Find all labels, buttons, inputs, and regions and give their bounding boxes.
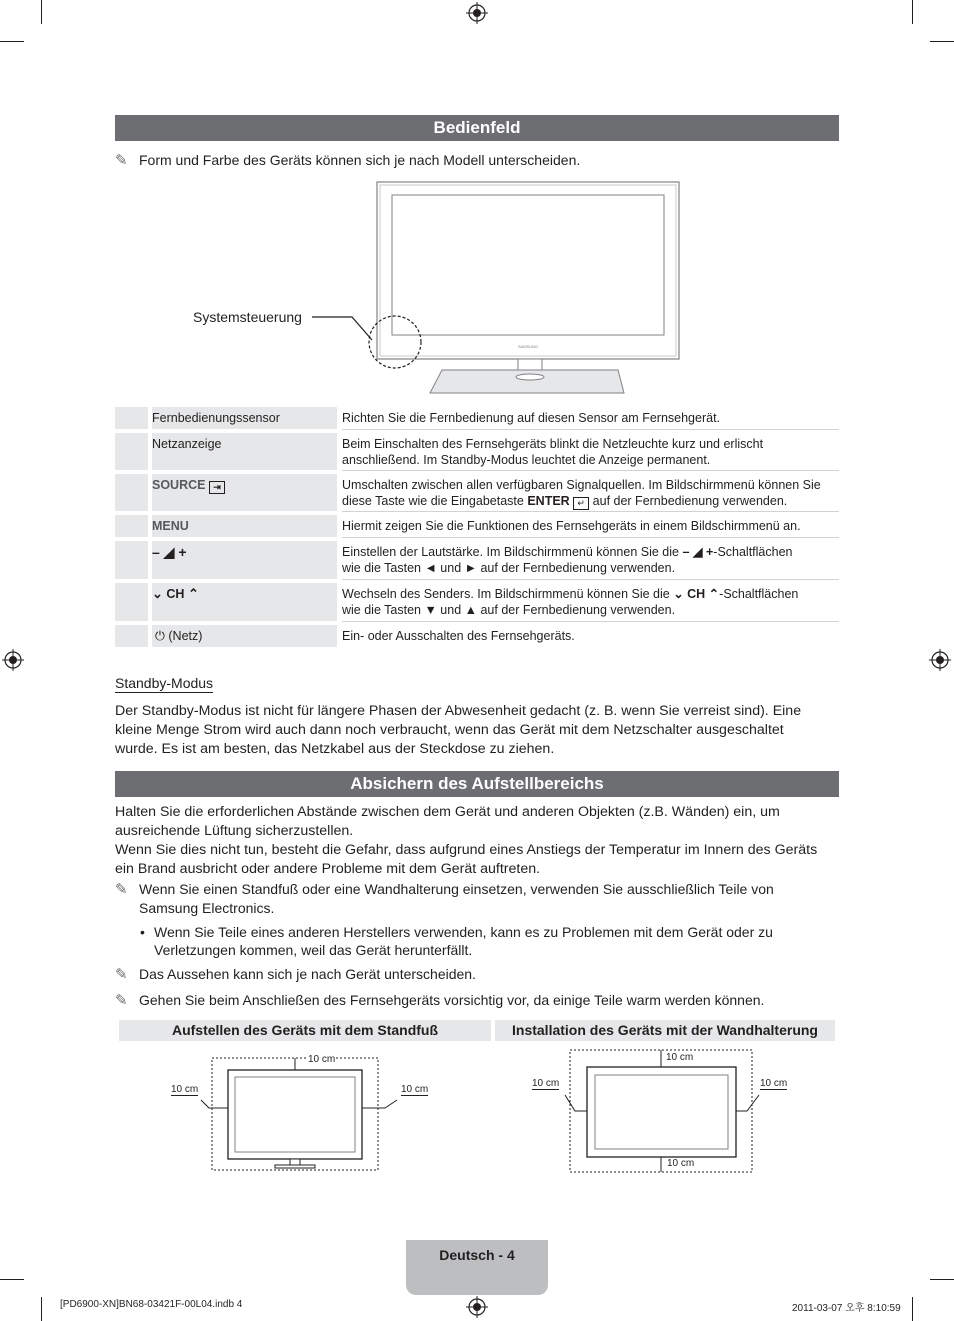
control-row: SOURCE ⇥ Umschalten zwischen allen verfügbaren Signalquellen. Im Bildschirmmenü können Sie diese Taste wie die Eingabetaste ENTER ↵ auf der Fernbedienung verwenden. bbox=[115, 474, 839, 511]
wall-clearance-diagram bbox=[525, 1045, 805, 1175]
section-title-aufstellbereich: Absichern des Aufstellbereichs bbox=[115, 771, 839, 797]
note-aussehen: ✎ Das Aussehen kann sich je nach Gerät unterscheiden. bbox=[115, 966, 476, 983]
distance-label-top: 10 cm bbox=[308, 1054, 336, 1065]
bullet-item: • Wenn Sie Teile eines anderen Herstellers verwenden, kann es zu Problemen mit dem Gerät oder zu Verletzungen kommen, weil das Gerät herunterfällt. bbox=[140, 924, 773, 958]
chevron-down-icon: ⌄ bbox=[152, 586, 163, 601]
control-row: ⌄ CH ⌃ Wechseln des Senders. Im Bildschirmmenü können Sie die ⌄ CH ⌃-Schaltflächen wie die Tasten ▼ und ▲ auf der Fernbedienung verwenden. bbox=[115, 583, 839, 621]
note-form-farbe: ✎ Form und Farbe des Geräts können sich je nach Modell unterscheiden. bbox=[115, 152, 581, 169]
control-row: – ◢ + Einstellen der Lautstärke. Im Bildschirmmenü können Sie die – ◢ +-Schaltflächen wie die Tasten ◄ und ► auf der Fernbedienung verwenden. bbox=[115, 541, 839, 579]
registration-mark-icon bbox=[466, 1296, 488, 1318]
standby-text: Der Standby-Modus ist nicht für längere Phasen der Abwesenheit gedacht (z. B. wenn Sie verreist sind). Eine kleine Menge Strom wird auch dann noch verbraucht, wenn das Gerät mit dem Netzschalter ausgeschaltet wurde. Es ist am besten, das Netzkabel aus der Steckdose zu ziehen. bbox=[115, 703, 802, 757]
subheader-wandhalterung: Installation des Geräts mit der Wandhalterung bbox=[495, 1020, 835, 1041]
pencil-icon: ✎ bbox=[115, 966, 128, 983]
footer-date: 2011-03-07 오후 8:10:59 bbox=[792, 1303, 901, 1314]
control-row: ⏻ (Netz) Ein- oder Ausschalten des Fernsehgeräts. bbox=[115, 625, 839, 647]
distance-label-bottom: 10 cm bbox=[667, 1158, 695, 1169]
power-icon: ⏻ bbox=[155, 629, 165, 643]
volume-inline-icon: – ◢ + bbox=[682, 545, 714, 559]
crop-mark bbox=[0, 41, 24, 42]
crop-mark bbox=[41, 0, 42, 24]
crop-mark bbox=[912, 0, 913, 24]
subheader-standfuss: Aufstellen des Geräts mit dem Standfuß bbox=[119, 1020, 491, 1041]
callout-systemsteuerung: Systemsteuerung bbox=[193, 309, 302, 325]
crop-mark bbox=[912, 1297, 913, 1321]
crop-mark bbox=[41, 1297, 42, 1321]
crop-mark bbox=[930, 1279, 954, 1280]
footer-file: [PD6900-XN]BN68-03421F-00L04.indb 4 bbox=[60, 1299, 243, 1310]
distance-label-right: 10 cm bbox=[760, 1078, 788, 1089]
brand-logo: SAMSUNG bbox=[517, 344, 539, 349]
distance-label-left: 10 cm bbox=[532, 1078, 560, 1089]
pencil-icon: ✎ bbox=[115, 881, 128, 898]
distance-label-left: 10 cm bbox=[171, 1084, 199, 1095]
control-row: MENU Hiermit zeigen Sie die Funktionen des Fernsehgeräts in einem Bildschirmmenü an. bbox=[115, 515, 839, 537]
crop-mark bbox=[0, 1279, 24, 1280]
bullet-icon: • bbox=[140, 924, 145, 940]
stand-clearance-diagram bbox=[165, 1048, 445, 1173]
aufstell-text: Halten Sie die erforderlichen Abstände zwischen dem Gerät und anderen Objekten (z.B. Wänden) ein, um ausreichende Lüftung sicherzustellen. Wenn Sie dies nicht tun, besteht die Gefahr, dass aufgrund eines Anstiegs der Temperatur im Innern des Geräts ein Brand ausbricht oder andere Probleme mit dem Gerät auftreten. bbox=[115, 804, 818, 877]
volume-icon: – ◢ + bbox=[152, 544, 187, 560]
page-number-tab: Deutsch - 4 bbox=[406, 1240, 548, 1295]
standby-heading: Standby-Modus bbox=[115, 675, 214, 691]
pencil-icon: ✎ bbox=[115, 152, 128, 169]
registration-mark-icon bbox=[929, 649, 951, 671]
enter-icon: ↵ bbox=[573, 497, 589, 510]
section-title-bedienfeld: Bedienfeld bbox=[115, 115, 839, 141]
control-row: Fernbedienungssensor Richten Sie die Fernbedienung auf diesen Sensor am Fernsehgerät. bbox=[115, 407, 839, 429]
pencil-icon: ✎ bbox=[115, 992, 128, 1009]
registration-mark-icon bbox=[466, 2, 488, 24]
crop-mark bbox=[930, 41, 954, 42]
note-warm: ✎ Gehen Sie beim Anschließen des Fernsehgeräts vorsichtig vor, da einige Teile warm werden können. bbox=[115, 992, 765, 1009]
source-input-icon: ⇥ bbox=[209, 481, 225, 494]
control-row: Netzanzeige Beim Einschalten des Fernsehgeräts blinkt die Netzleuchte kurz und erlischt anschließend. Im Standby-Modus leuchtet die Anzeige permanent. bbox=[115, 433, 839, 470]
tv-front-illustration bbox=[180, 180, 680, 398]
chevron-up-icon: ⌃ bbox=[187, 586, 199, 601]
registration-mark-icon bbox=[2, 649, 24, 671]
note-standfuss: ✎ Wenn Sie einen Standfuß oder eine Wandhalterung einsetzen, verwenden Sie ausschließlich Teile von Samsung Electronics. bbox=[115, 881, 774, 916]
channel-inline-icon: ⌄ CH ⌃ bbox=[673, 587, 720, 601]
distance-label-top: 10 cm bbox=[666, 1052, 694, 1063]
distance-label-right: 10 cm bbox=[401, 1084, 429, 1095]
